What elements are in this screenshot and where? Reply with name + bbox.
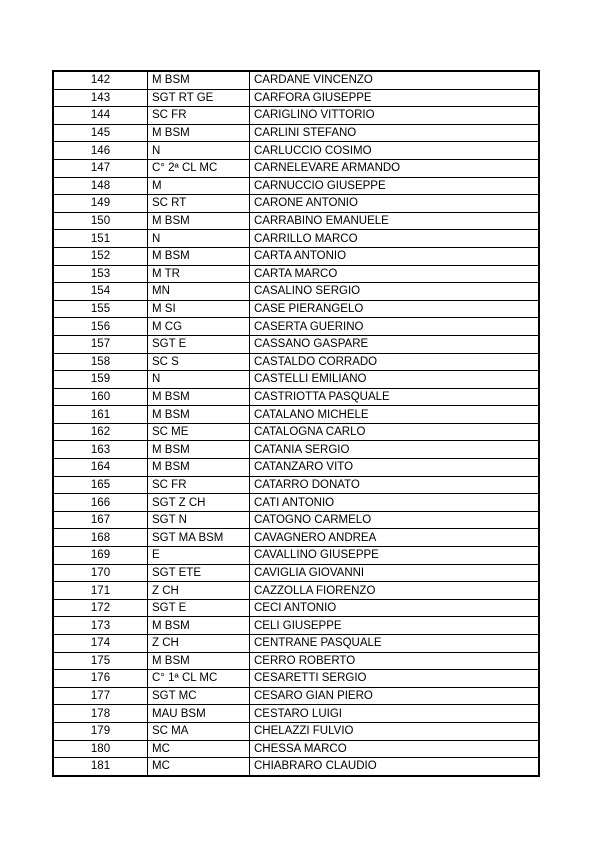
row-name: CATALANO MICHELE — [250, 406, 540, 424]
table-row — [53, 159, 539, 177]
table-row — [53, 722, 539, 740]
row-name: CARTA MARCO — [250, 265, 540, 283]
row-name: CATANIA SERGIO — [250, 441, 540, 459]
row-name: CARLUCCIO COSIMO — [250, 142, 540, 160]
row-rank: N — [148, 230, 250, 248]
row-rank: M BSM — [148, 617, 250, 635]
row-name: CERRO ROBERTO — [250, 652, 540, 670]
row-name: CARRILLO MARCO — [250, 230, 540, 248]
table-row — [53, 740, 539, 758]
row-number: 174 — [53, 635, 148, 653]
row-rank: SGT Z CH — [148, 494, 250, 512]
row-name: CASERTA GUERINO — [250, 318, 540, 336]
row-name: CARNELEVARE ARMANDO — [250, 159, 540, 177]
table-row — [53, 599, 539, 617]
row-name: CAVALLINO GIUSEPPE — [250, 547, 540, 565]
row-name: CESTARO LUIGI — [250, 705, 540, 723]
row-rank: SGT MC — [148, 687, 250, 705]
row-number: 160 — [53, 388, 148, 406]
row-name: CAZZOLLA FIORENZO — [250, 582, 540, 600]
row-rank: SC FR — [148, 107, 250, 125]
row-rank: N — [148, 371, 250, 389]
row-name: CARLINI STEFANO — [250, 124, 540, 142]
row-rank: SC MA — [148, 722, 250, 740]
row-rank: E — [148, 547, 250, 565]
row-name: CAVIGLIA GIOVANNI — [250, 564, 540, 582]
row-rank: SC S — [148, 353, 250, 371]
row-name: CENTRANE PASQUALE — [250, 635, 540, 653]
row-number: 158 — [53, 353, 148, 371]
table-row — [53, 406, 539, 424]
row-name: CARFORA GIUSEPPE — [250, 89, 540, 107]
row-name: CARNUCCIO GIUSEPPE — [250, 177, 540, 195]
row-rank: SGT N — [148, 511, 250, 529]
row-number: 159 — [53, 371, 148, 389]
table-row — [53, 687, 539, 705]
row-number: 147 — [53, 159, 148, 177]
row-name: CASTELLI EMILIANO — [250, 371, 540, 389]
table-row — [53, 511, 539, 529]
row-rank: M BSM — [148, 388, 250, 406]
table-row — [53, 247, 539, 265]
row-number: 161 — [53, 406, 148, 424]
row-rank: SGT MA BSM — [148, 529, 250, 547]
row-number: 179 — [53, 722, 148, 740]
row-rank: SGT E — [148, 335, 250, 353]
row-number: 163 — [53, 441, 148, 459]
row-number: 168 — [53, 529, 148, 547]
table-row — [53, 441, 539, 459]
row-number: 171 — [53, 582, 148, 600]
row-number: 152 — [53, 247, 148, 265]
row-rank: M BSM — [148, 459, 250, 477]
row-name: CASTRIOTTA PASQUALE — [250, 388, 540, 406]
row-name: CESARO GIAN PIERO — [250, 687, 540, 705]
row-name: CARRABINO EMANUELE — [250, 212, 540, 230]
row-rank: M BSM — [148, 406, 250, 424]
row-name: CHELAZZI FULVIO — [250, 722, 540, 740]
row-rank: MC — [148, 758, 250, 776]
row-number: 148 — [53, 177, 148, 195]
row-number: 164 — [53, 459, 148, 477]
row-name: CARDANE VINCENZO — [250, 71, 540, 89]
row-rank: M TR — [148, 265, 250, 283]
table-row — [53, 652, 539, 670]
row-number: 155 — [53, 300, 148, 318]
row-name: CARONE ANTONIO — [250, 195, 540, 213]
table-row — [53, 89, 539, 107]
table-row — [53, 388, 539, 406]
row-number: 176 — [53, 670, 148, 688]
row-number: 178 — [53, 705, 148, 723]
row-number: 181 — [53, 758, 148, 776]
row-name: CARIGLINO VITTORIO — [250, 107, 540, 125]
row-number: 166 — [53, 494, 148, 512]
row-rank: SGT RT GE — [148, 89, 250, 107]
row-rank: Z CH — [148, 635, 250, 653]
row-name: CASTALDO CORRADO — [250, 353, 540, 371]
table-row — [53, 564, 539, 582]
row-name: CATALOGNA CARLO — [250, 423, 540, 441]
row-rank: M BSM — [148, 247, 250, 265]
row-number: 154 — [53, 283, 148, 301]
row-number: 157 — [53, 335, 148, 353]
table-row — [53, 423, 539, 441]
table-row — [53, 124, 539, 142]
row-rank: M BSM — [148, 212, 250, 230]
row-rank: Z CH — [148, 582, 250, 600]
row-rank: M CG — [148, 318, 250, 336]
row-number: 165 — [53, 476, 148, 494]
table-row — [53, 177, 539, 195]
row-rank: M — [148, 177, 250, 195]
row-number: 162 — [53, 423, 148, 441]
row-rank: M BSM — [148, 71, 250, 89]
row-number: 167 — [53, 511, 148, 529]
row-name: CAVAGNERO ANDREA — [250, 529, 540, 547]
row-name: CATI ANTONIO — [250, 494, 540, 512]
row-number: 144 — [53, 107, 148, 125]
row-rank: SC RT — [148, 195, 250, 213]
table-row — [53, 617, 539, 635]
row-rank: MC — [148, 740, 250, 758]
row-number: 169 — [53, 547, 148, 565]
row-number: 151 — [53, 230, 148, 248]
table-row — [53, 265, 539, 283]
row-number: 156 — [53, 318, 148, 336]
table-body — [53, 71, 539, 776]
row-number: 173 — [53, 617, 148, 635]
row-name: CASSANO GASPARE — [250, 335, 540, 353]
row-rank: M BSM — [148, 441, 250, 459]
row-rank: SGT E — [148, 599, 250, 617]
table-row — [53, 758, 539, 776]
row-rank: C° 2ª CL MC — [148, 159, 250, 177]
row-number: 146 — [53, 142, 148, 160]
row-number: 177 — [53, 687, 148, 705]
table-row — [53, 371, 539, 389]
table-row — [53, 230, 539, 248]
row-number: 142 — [53, 71, 148, 89]
row-number: 180 — [53, 740, 148, 758]
personnel-table — [52, 70, 540, 777]
table-row — [53, 335, 539, 353]
row-name: CARTA ANTONIO — [250, 247, 540, 265]
row-number: 170 — [53, 564, 148, 582]
table-row — [53, 635, 539, 653]
row-number: 172 — [53, 599, 148, 617]
table-row — [53, 71, 539, 89]
row-rank: MN — [148, 283, 250, 301]
row-rank: MAU BSM — [148, 705, 250, 723]
row-number: 150 — [53, 212, 148, 230]
table-row — [53, 283, 539, 301]
row-rank: M BSM — [148, 124, 250, 142]
table-row — [53, 705, 539, 723]
row-name: CELI GIUSEPPE — [250, 617, 540, 635]
row-rank: SC ME — [148, 423, 250, 441]
row-name: CASE PIERANGELO — [250, 300, 540, 318]
table-row — [53, 670, 539, 688]
table-row — [53, 494, 539, 512]
row-number: 153 — [53, 265, 148, 283]
table-row — [53, 212, 539, 230]
row-name: CASALINO SERGIO — [250, 283, 540, 301]
table-row — [53, 582, 539, 600]
row-rank: SC FR — [148, 476, 250, 494]
table-row — [53, 547, 539, 565]
row-rank: N — [148, 142, 250, 160]
row-number: 175 — [53, 652, 148, 670]
row-number: 143 — [53, 89, 148, 107]
row-name: CATARRO DONATO — [250, 476, 540, 494]
table-row — [53, 318, 539, 336]
row-name: CATANZARO VITO — [250, 459, 540, 477]
row-name: CATOGNO CARMELO — [250, 511, 540, 529]
row-rank: SGT ETE — [148, 564, 250, 582]
table-row — [53, 107, 539, 125]
table-row — [53, 195, 539, 213]
table-row — [53, 459, 539, 477]
row-rank: C° 1ª CL MC — [148, 670, 250, 688]
row-name: CESARETTI SERGIO — [250, 670, 540, 688]
table-row — [53, 142, 539, 160]
row-name: CHESSA MARCO — [250, 740, 540, 758]
row-name: CECI ANTONIO — [250, 599, 540, 617]
table-row — [53, 529, 539, 547]
table-row — [53, 476, 539, 494]
row-rank: M SI — [148, 300, 250, 318]
table-row — [53, 353, 539, 371]
row-number: 149 — [53, 195, 148, 213]
row-name: CHIABRARO CLAUDIO — [250, 758, 540, 776]
table-row — [53, 300, 539, 318]
row-number: 145 — [53, 124, 148, 142]
row-rank: M BSM — [148, 652, 250, 670]
